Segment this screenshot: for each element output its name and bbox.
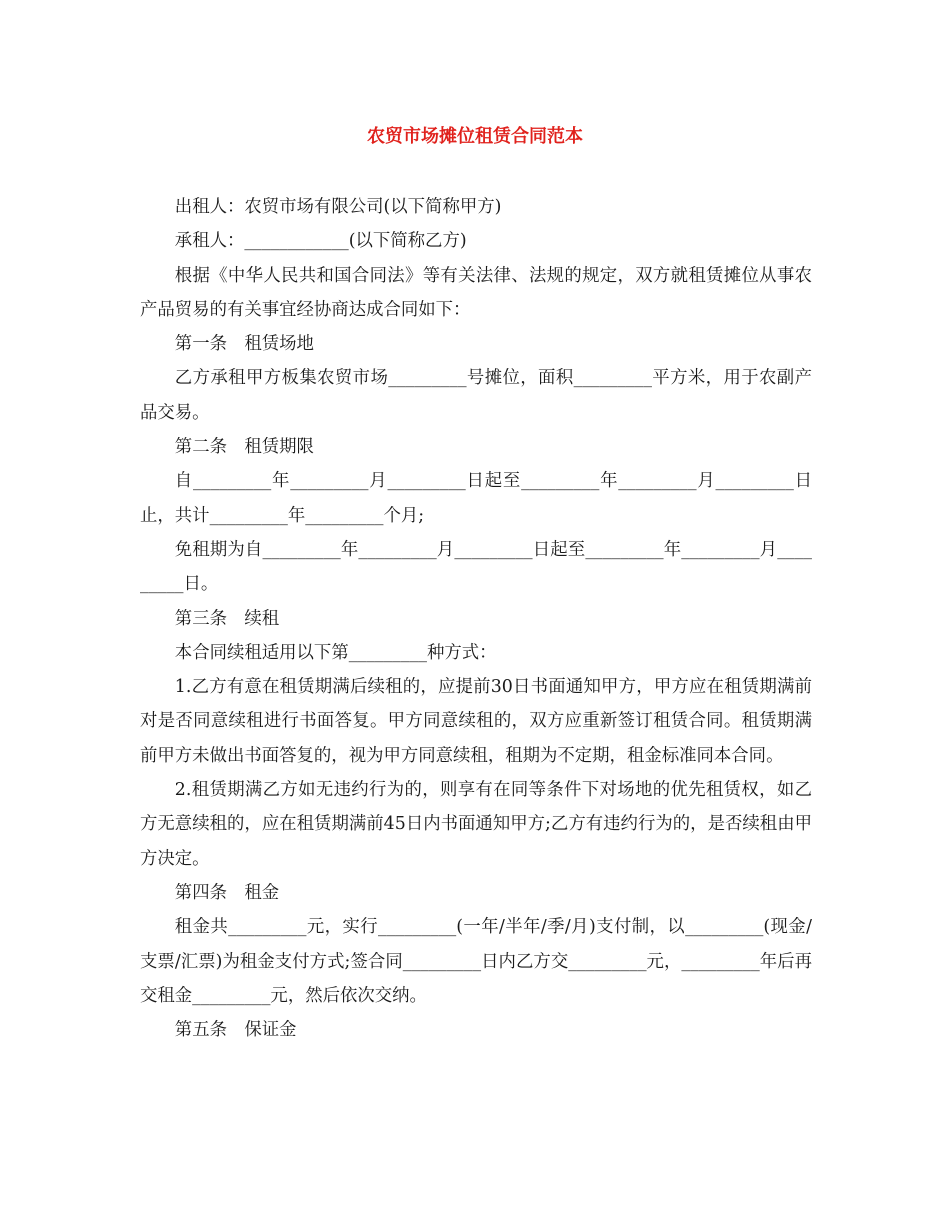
- lessor-line: 出租人：农贸市场有限公司(以下简称甲方): [174, 197, 502, 217]
- lessee-line: 承租人：____________(以下简称乙方): [174, 231, 467, 252]
- article-1-heading: 第一条 租赁场地: [174, 334, 314, 355]
- article-4-heading: 第四条 租金: [174, 882, 280, 903]
- preamble-paragraph: 根据《中华人民共和国合同法》等有关法律、法规的规定，双方就租赁摊位从事农产品贸易的有关事宜经协商达成合同如下：: [140, 265, 812, 320]
- article-3-option-2: 2.租赁期满乙方如无违约行为的，则享有在同等条件下对场地的优先租赁权，如乙方无意续租的，应在租赁期满前45日内书面通知甲方;乙方有违约行为的，是否续租由甲方决定。: [140, 780, 812, 869]
- article-3-intro: 本合同续租适用以下第_________种方式：: [174, 642, 497, 663]
- article-2-heading: 第二条 租赁期限: [174, 437, 314, 458]
- article-3-option-1: 1.乙方有意在租赁期满后续租的，应提前30日书面通知甲方，甲方应在租赁期满前对是否同意续租进行书面答复。甲方同意续租的，双方应重新签订租赁合同。租赁期满前甲方未做出书面答复的，视为甲方同意续租，租期为不定期，租金标准同本合同。: [140, 677, 812, 766]
- article-3-heading: 第三条 续租: [174, 608, 280, 629]
- article-2-free-period: 免租期为自_________年_________月_________日起至_________年_________月_________日。: [140, 539, 812, 595]
- document-body: [140, 190, 812, 1047]
- document-title: 农贸市场摊位租赁合同范本: [367, 126, 583, 147]
- article-2-term: 自_________年_________月_________日起至_________年_________月_________日止，共计_________年_________个月;: [140, 471, 812, 526]
- article-4-text: 租金共_________元，实行_________(一年/半年/季/月)支付制，以_________(现金/支票/汇票)为租金支付方式;签合同_________日内乙方交_________元，_________年后再交租金_________元，然后依次交纳。: [140, 917, 812, 1006]
- article-5-heading: 第五条 保证金: [174, 1020, 297, 1041]
- article-1-text: 乙方承租甲方板集农贸市场_________号摊位，面积_________平方米，用于农副产品交易。: [140, 368, 812, 423]
